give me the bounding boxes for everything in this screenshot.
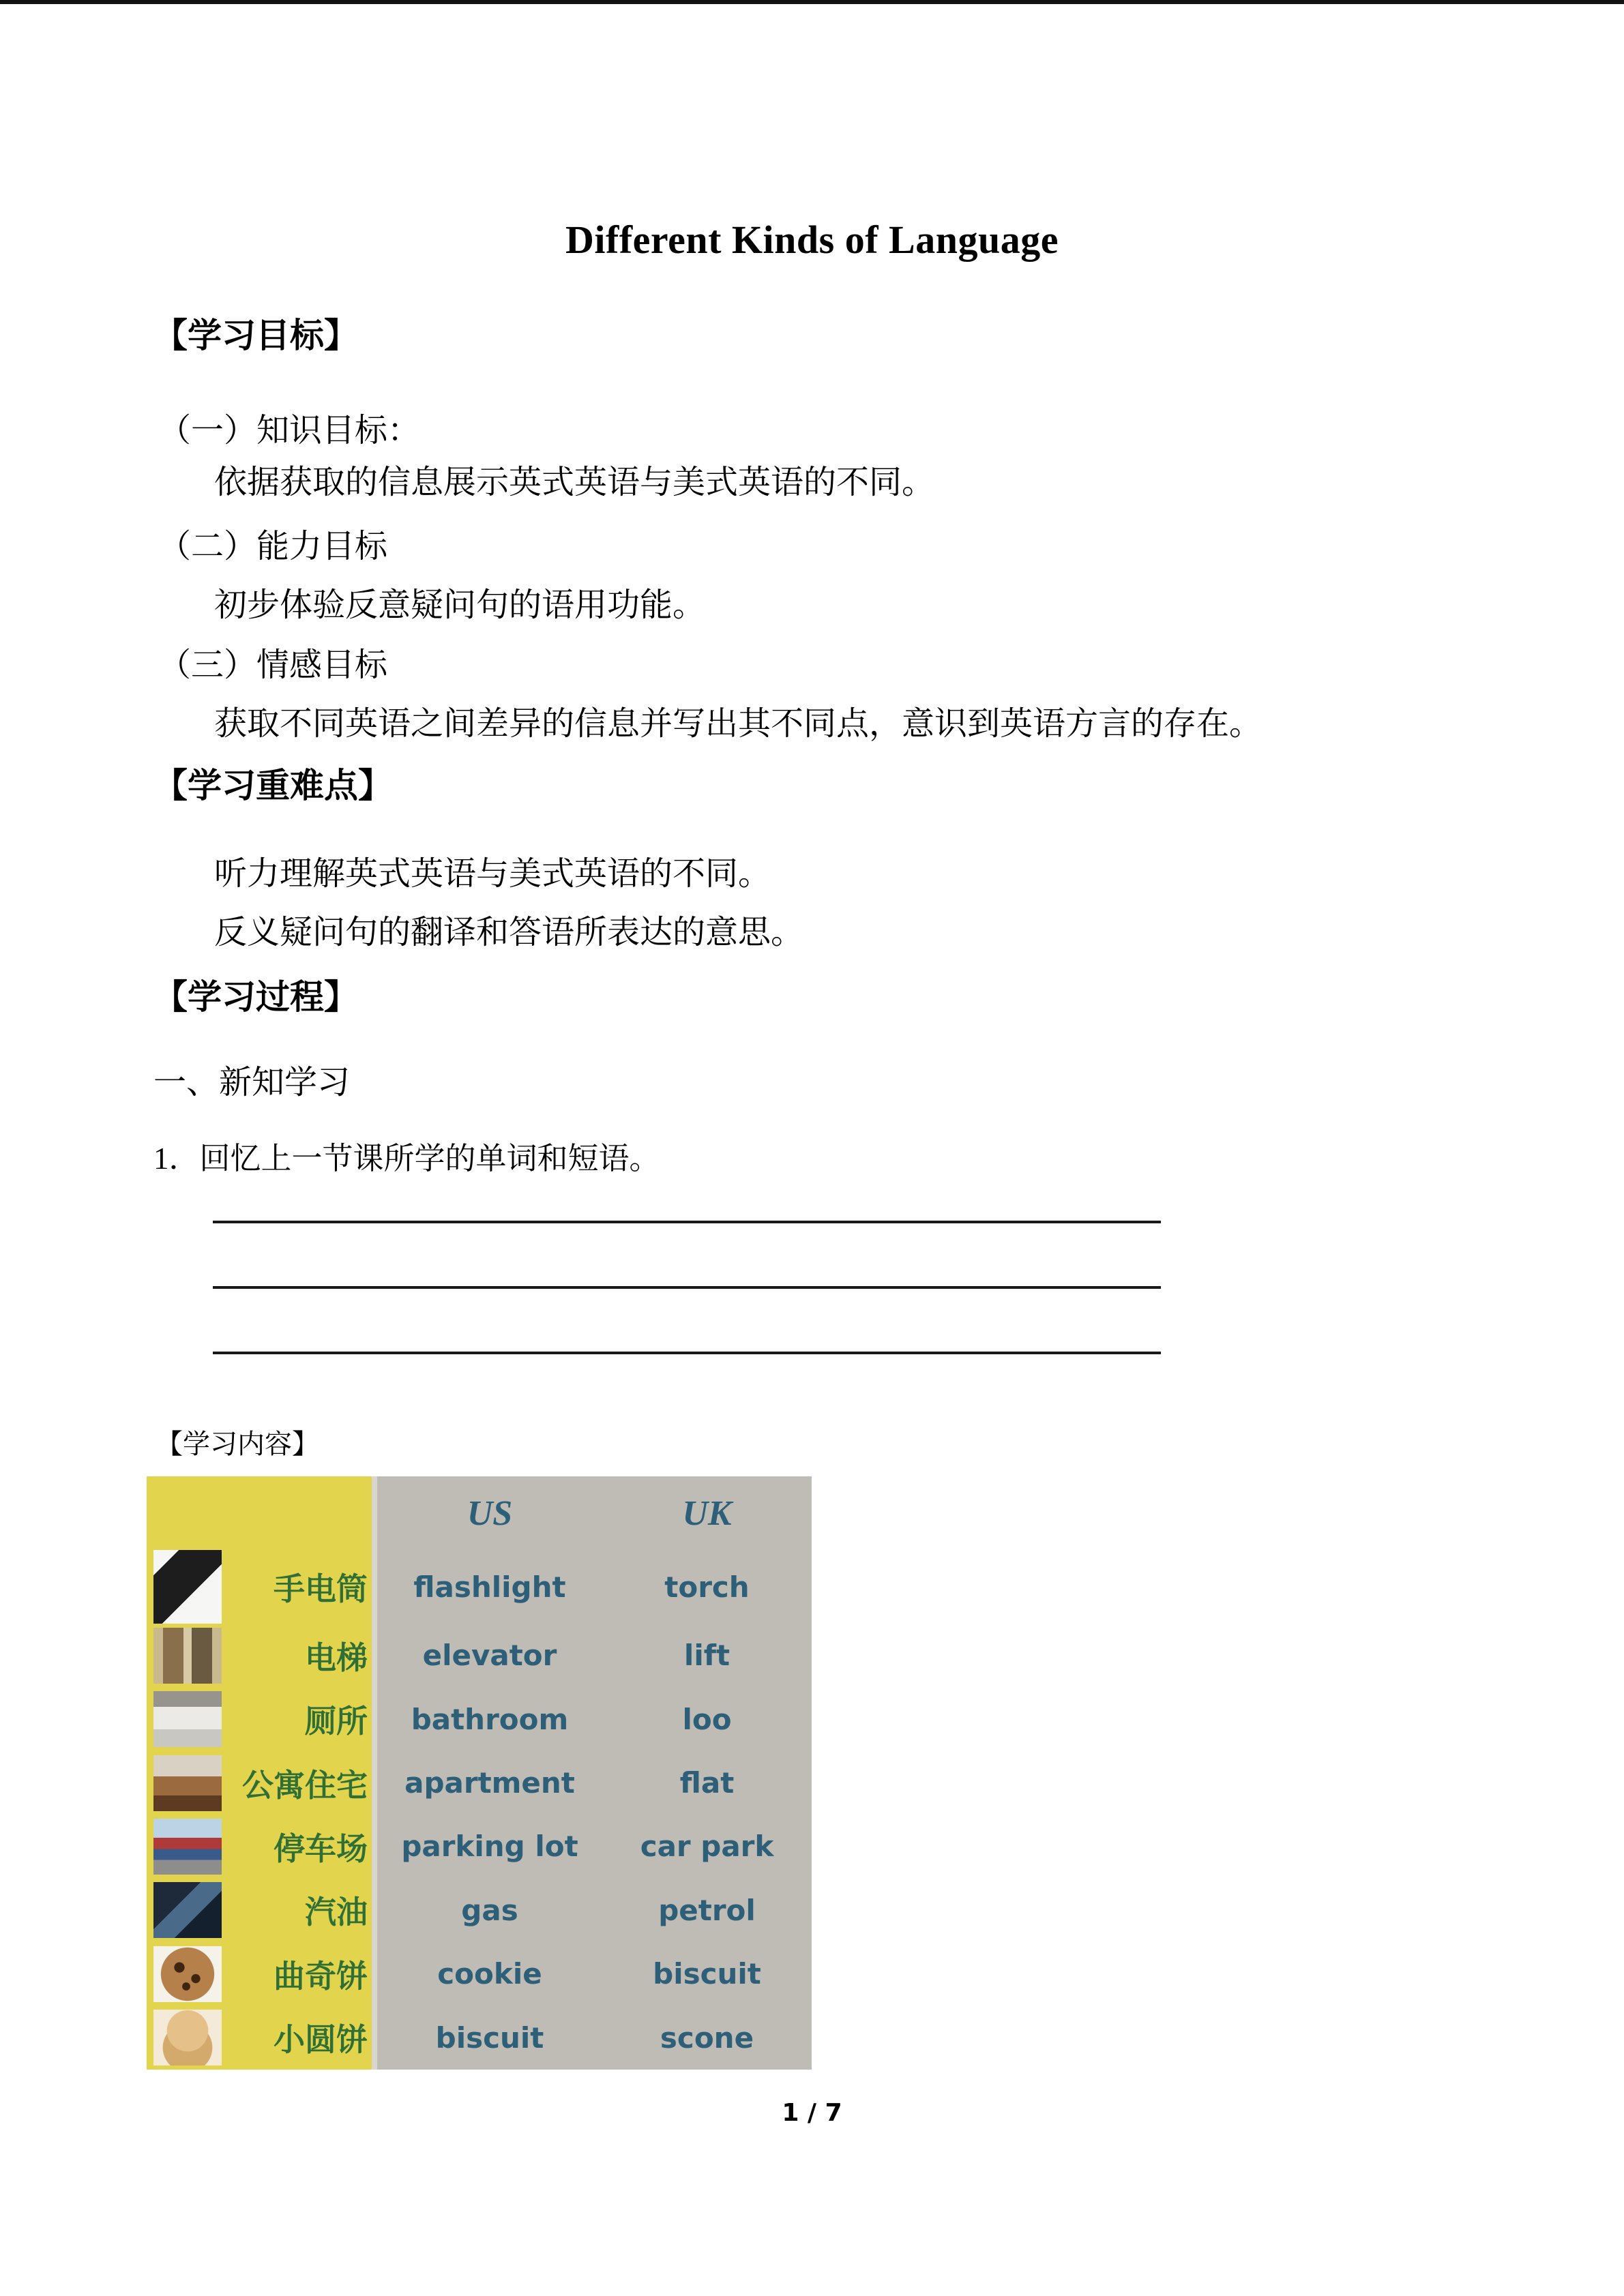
- key-point-2: 反义疑问句的翻译和答语所表达的意思。: [214, 914, 804, 951]
- us-uk-vocab-table: [147, 1476, 812, 2070]
- us-word: apartment: [404, 1766, 575, 1800]
- key-point-1: 听力理解英式英语与美式英语的不同。: [214, 856, 771, 892]
- us-word: elevator: [422, 1639, 557, 1673]
- gas-photo: [153, 1882, 222, 1938]
- chinese-label: 公寓住宅: [242, 1768, 368, 1803]
- objective-3-label: （三）情感目标: [158, 647, 388, 683]
- elevator-photo: [153, 1628, 222, 1684]
- uk-word: petrol: [658, 1893, 756, 1927]
- table-row: [147, 1624, 812, 1687]
- table-row: [147, 2006, 812, 2070]
- objective-3-content: 获取不同英语之间差异的信息并写出其不同点，意识到英语方言的存在。: [214, 706, 1263, 742]
- process-sub-heading: 一、新知学习: [153, 1064, 351, 1101]
- us-word: gas: [461, 1893, 518, 1927]
- us-word: bathroom: [411, 1702, 569, 1736]
- objective-2-label: （二）能力目标: [158, 528, 388, 565]
- bathroom-photo: [153, 1691, 222, 1747]
- objective-1-content: 依据获取的信息展示英式英语与美式英语的不同。: [214, 464, 935, 501]
- page-top-border: [0, 0, 1624, 4]
- answer-blank-line: [213, 1221, 1161, 1223]
- us-word: biscuit: [435, 2021, 544, 2055]
- parking-lot-photo: [153, 1819, 222, 1875]
- objective-1-label: （一）知识目标：: [158, 413, 421, 449]
- chinese-label: 小圆饼: [274, 2023, 368, 2058]
- content-heading: 【学习内容】: [156, 1429, 319, 1459]
- table-row: [147, 1687, 812, 1750]
- chinese-label: 手电筒: [274, 1572, 368, 1607]
- uk-word: car park: [640, 1830, 774, 1864]
- cookie-photo: [153, 1946, 222, 2002]
- us-word: parking lot: [401, 1830, 578, 1864]
- key-points-heading: 【学习重难点】: [153, 766, 392, 805]
- chinese-label: 曲奇饼: [274, 1958, 368, 1994]
- uk-word: flat: [679, 1766, 735, 1800]
- table-row: [147, 1942, 812, 2006]
- chinese-label: 厕所: [305, 1704, 368, 1740]
- uk-column-header: UK: [682, 1493, 732, 1533]
- objective-2-content: 初步体验反意疑问句的语用功能。: [214, 587, 706, 623]
- table-row: [147, 1879, 812, 1942]
- uk-word: scone: [660, 2021, 754, 2055]
- us-column-header: US: [467, 1493, 513, 1533]
- table-row: [147, 1815, 812, 1878]
- objectives-heading: 【学习目标】: [153, 316, 358, 355]
- uk-word: loo: [682, 1702, 732, 1736]
- uk-word: torch: [664, 1570, 750, 1604]
- task-item: 1．回忆上一节课所学的单词和短语。: [153, 1142, 660, 1176]
- page-number: 1 / 7: [782, 2099, 842, 2127]
- answer-blank-line: [213, 1352, 1161, 1354]
- apartment-photo: [153, 1755, 222, 1811]
- uk-word: lift: [683, 1639, 730, 1673]
- process-heading: 【学习过程】: [153, 978, 358, 1016]
- vocab-table-header: [147, 1476, 812, 1550]
- uk-word: biscuit: [653, 1957, 761, 1991]
- chinese-label: 停车场: [274, 1831, 368, 1866]
- table-row: [147, 1751, 812, 1815]
- chinese-label: 电梯: [305, 1640, 368, 1675]
- chinese-label: 汽油: [305, 1895, 368, 1930]
- scone-photo: [153, 2010, 222, 2066]
- answer-blank-line: [213, 1286, 1161, 1289]
- document-title: Different Kinds of Language: [565, 218, 1059, 262]
- flashlight-photo: [153, 1550, 222, 1624]
- us-word: flashlight: [413, 1570, 566, 1604]
- table-row: [147, 1550, 812, 1624]
- us-word: cookie: [437, 1957, 542, 1991]
